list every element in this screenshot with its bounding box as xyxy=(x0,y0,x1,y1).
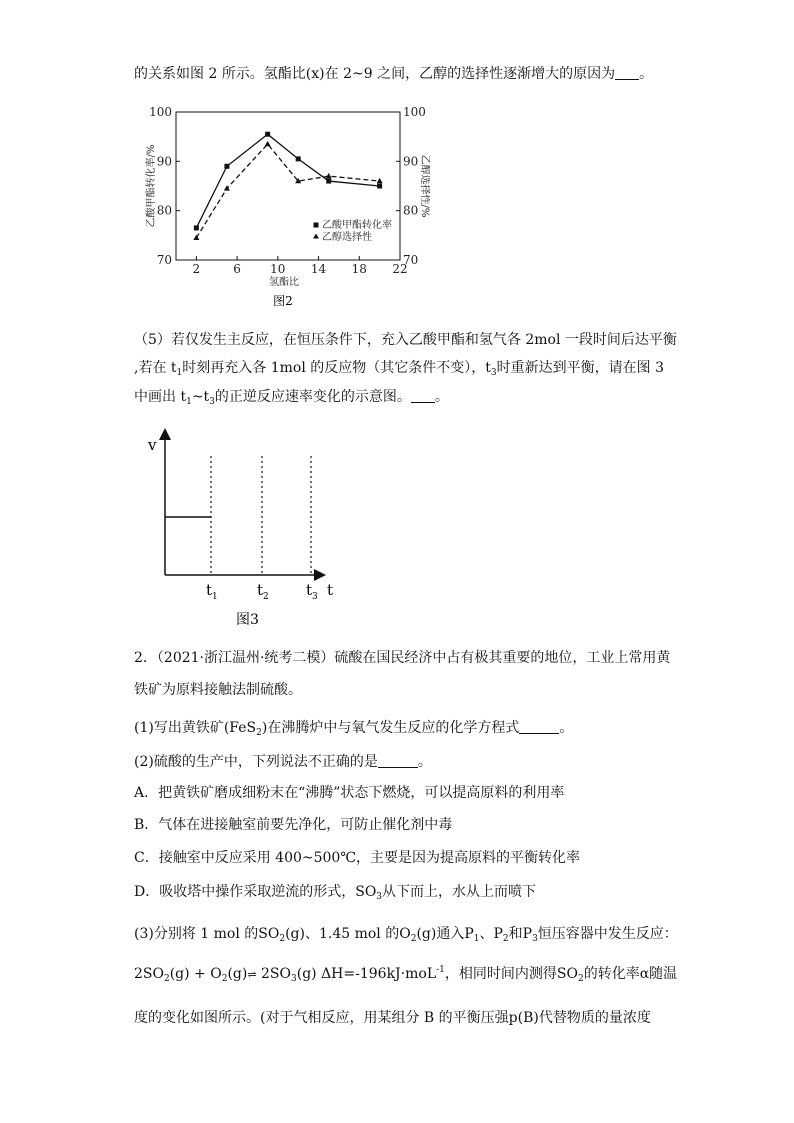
y-left-tick-label: 90 xyxy=(156,154,172,169)
y-right-tick-label: 100 xyxy=(403,105,426,119)
x-tick-label: 22 xyxy=(392,262,408,276)
x-tick-label: 2 xyxy=(192,262,201,276)
data-point-square xyxy=(377,184,382,189)
figure-3-diagram[interactable] xyxy=(140,428,360,633)
series-line-1 xyxy=(196,134,379,228)
figure-3-caption: 图3 xyxy=(236,612,259,628)
q5-line-3: 中画出 $t_1\sim t_3$的正逆反应速率变化的示意图。 。 xyxy=(134,389,449,407)
problem-2-line-1: 2．（2021·浙江温州·统考二模）硫酸在国民经济中占有极其重要的地位，工业上常用黄 xyxy=(134,650,671,666)
legend-marker-square xyxy=(314,223,319,228)
problem-2-q1: (1)写出黄铁矿(FeS$_2$)在沸腾炉中与氧气发生反应的化学方程式 。 xyxy=(134,720,574,738)
data-point-square xyxy=(265,132,270,137)
reaction-equation: $2SO_2(g)$ + $O_2(g)\rightleftharpoons$ $2SO_3(g)$ ΔH=-196kJ·moL$^{-1}$，相同时间内测得$SO_2$的转化率α随温 xyxy=(134,965,678,984)
data-point-triangle xyxy=(265,141,271,146)
x-tick-label: 18 xyxy=(351,262,367,276)
x-tick-label: 10 xyxy=(270,262,286,276)
problem-2-q3: (3)分别将 1 mol 的$SO_2(g)$、1.45 mol 的$O_2(g)$通入$P_1$、$P_2$和$P_3$恒压容器中发生反应： xyxy=(134,926,678,944)
figure-2-caption: 图2 xyxy=(273,294,293,308)
text-line-1: 的关系如图 2 所示。氢酯比(x)在 2~9 之间，乙醇的选择性逐渐增大的原因为 。 xyxy=(134,66,654,82)
problem-2-q2: (2)硫酸的生产中，下列说法不正确的是 。 xyxy=(134,754,432,770)
answer-blank[interactable] xyxy=(615,65,639,80)
option-d[interactable]: D．吸收塔中操作采取逆流的形式，$SO_3$从下而上，水从上而喷下 xyxy=(134,884,537,902)
data-point-square xyxy=(296,156,301,161)
data-point-triangle xyxy=(377,178,383,183)
answer-blank[interactable] xyxy=(519,719,559,734)
x-axis-label: 氢酯比 xyxy=(269,277,299,288)
legend-marker-triangle xyxy=(313,234,319,239)
y-left-tick-label: 70 xyxy=(156,253,172,267)
y-left-axis-label: 乙酸甲酯转化率/% xyxy=(146,144,157,228)
y-left-tick-label: 100 xyxy=(149,105,172,119)
figure-2-chart xyxy=(140,100,430,320)
t3-label: $t_3$ xyxy=(306,581,318,602)
problem-2-line-2: 铁矿为原料接触法制硫酸。 xyxy=(134,682,302,698)
answer-blank[interactable] xyxy=(378,753,418,768)
answer-blank[interactable] xyxy=(411,388,435,403)
y-left-tick-label: 80 xyxy=(156,203,172,218)
y-right-tick-label: 90 xyxy=(403,154,419,169)
data-point-square xyxy=(194,225,199,230)
y-right-tick-label: 70 xyxy=(403,253,419,267)
y-right-axis-label: 乙醇选择性/% xyxy=(419,154,430,218)
option-a[interactable]: A．把黄铁矿磨成细粉末在“沸腾”状态下燃烧，可以提高原料的利用率 xyxy=(134,785,565,801)
t1-label: $t_1$ xyxy=(206,581,218,602)
data-point-square xyxy=(224,164,229,169)
y-right-tick-label: 80 xyxy=(403,203,419,218)
q5-line-2: ,若在 $t_1$时刻再充入各 1mol 的反应物（其它条件不变），$t_3$时重新达到平衡，请在图 3 xyxy=(134,360,664,378)
t-axis-label: t xyxy=(327,581,334,599)
option-b[interactable]: B．气体在进接触室前要先净化，可防止催化剂中毒 xyxy=(134,817,453,833)
data-point-triangle xyxy=(224,185,230,190)
q5-line-1: （5）若仅发生主反应，在恒压条件下，充入乙酸甲酯和氢气各 2mol 一段时间后达平衡 xyxy=(134,332,677,348)
data-point-triangle xyxy=(326,173,332,178)
legend-label: 乙醇选择性 xyxy=(322,232,372,243)
legend-label: 乙酸甲酯转化率 xyxy=(322,220,392,231)
equilibrium-arrow: ⇌ xyxy=(247,968,257,981)
x-tick-label: 6 xyxy=(233,262,241,276)
option-c[interactable]: C．接触室中反应采用 400~500℃，主要是因为提高原料的平衡转化率 xyxy=(134,850,580,866)
v-axis-label: v xyxy=(148,436,157,454)
x-tick-label: 14 xyxy=(310,262,327,276)
data-point-square xyxy=(326,179,331,184)
t2-label: $t_2$ xyxy=(257,581,269,602)
problem-2-last-line: 度的变化如图所示。(对于气相反应，用某组分 B 的平衡压强p(B)代替物质的量浓度 xyxy=(134,1010,651,1026)
